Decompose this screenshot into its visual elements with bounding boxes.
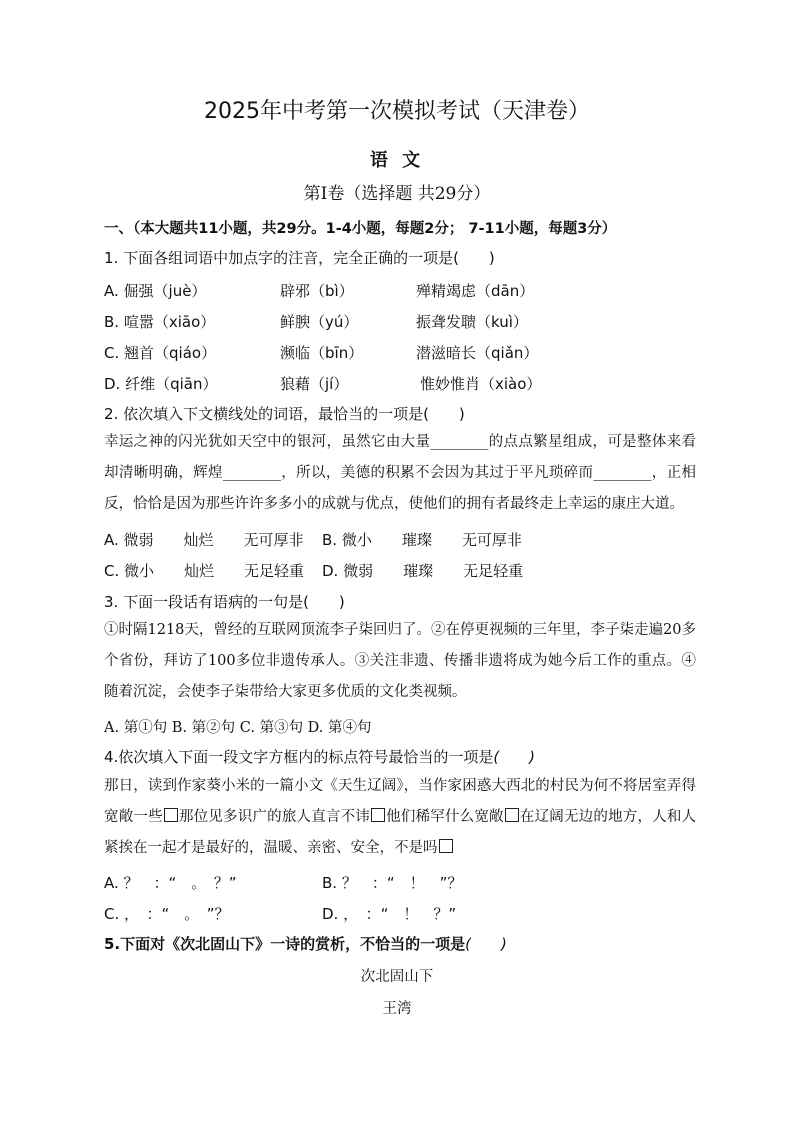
q1-option-b-1: B. 喧嚣（xiāo） [104, 313, 216, 331]
punctuation-box-2 [371, 808, 385, 822]
q2-option-c: C. 微小 灿烂 无足轻重 [104, 562, 305, 580]
q4-passage-part-4: 在辽阔无边的地方，人和人紧挨在一起才是最好的，温暖、亲密、安全，不是吗 [104, 809, 697, 856]
q1-option-c-2: 濒临（bīn） [280, 344, 364, 362]
q1-option-a-3: 殚精竭虑（dān） [416, 282, 535, 300]
q4-stem-text: 4.依次填入下面一段文字方框内的标点符号最恰当的一项是 [104, 748, 494, 766]
q2-option-a: A. 微弱 灿烂 无可厚非 [104, 531, 304, 549]
subject-label: 语 文 [369, 150, 425, 171]
q1-option-c-1: C. 翘首（qiáo） [104, 344, 217, 362]
poem-author: 王湾 [382, 1001, 412, 1017]
q1-option-a-2: 辟邪（bì） [280, 282, 354, 300]
question-3-passage: ①时隔1218天，曾经的互联网顶流李子柒回归了。②在停更视频的三年里，李子柒走遍20多个省份，拜访了100多位非遗传承人。③关注非遗、传播非遗将成为她今后工作的重点。④随着沉淀，会使李子柒带给大家更多优质的文化类视频。 [104, 622, 696, 700]
q1-option-d-3: 惟妙惟肖（xiào） [420, 375, 542, 393]
question-2-passage: 幸运之神的闪光犹如天空中的银河，虽然它由大量________的点点繁星组成，可是整体来看却清晰明确，辉煌________，所以，美德的积累不会因为其过于平凡琐碎而________，正相反，恰恰是因为那些许许多多小的成就与优点，使他们的拥有者最终走上幸运的康庄大道。 [104, 434, 696, 512]
q4-option-a: A. ？ ：“ 。 ？” [104, 874, 237, 892]
q5-answer-paren: ( ) [465, 935, 507, 953]
question-3-stem: 3. 下面一段话有语病的一句是( ) [104, 593, 345, 611]
q1-option-b-3: 振聋发聩（kuì） [416, 313, 528, 331]
punctuation-box-3 [505, 808, 519, 822]
q1-option-d-1: D. 纤维（qiān） [104, 375, 218, 393]
exam-title: 2025年中考第一次模拟考试（天津卷） [204, 99, 590, 124]
q4-option-d: D. ， ：“ ！ ？” [322, 905, 457, 923]
section-heading: 一、（本大题共11小题，共29分。1-4小题，每题2分； 7-11小题，每题3分） [104, 221, 617, 237]
question-1-stem: 1. 下面各组词语中加点字的注音，完全正确的一项是( ) [104, 249, 495, 267]
question-4-stem [104, 746, 535, 767]
question-4-passage [104, 771, 696, 864]
q1-option-a-1: A. 倔强（juè） [104, 282, 207, 300]
question-2-stem: 2. 依次填入下文横线处的词语，最恰当的一项是( ) [104, 405, 465, 423]
q4-option-b: B. ？ ：“ ！ ”？ [322, 874, 463, 892]
q4-passage-part-2: 那位见多识广的旅人直言不讳 [178, 809, 370, 825]
punctuation-box-4 [439, 839, 453, 853]
q5-stem-text: 5.下面对《次北固山下》一诗的赏析，不恰当的一项是 [104, 935, 466, 953]
q2-option-d: D. 微弱 璀璨 无足轻重 [322, 562, 524, 580]
q1-option-d-2: 狼藉（jí） [280, 375, 349, 393]
q4-passage-part-3: 他们稀罕什么宽敞 [385, 809, 504, 825]
q2-option-b: B. 微小 璀璨 无可厚非 [322, 531, 522, 549]
poem-title: 次北固山下 [360, 969, 434, 985]
question-5-stem [104, 933, 507, 954]
q1-option-b-2: 鲜腴（yú） [280, 313, 359, 331]
q1-option-c-3: 潜滋暗长（qiǎn） [416, 344, 539, 362]
q4-answer-paren: ( ) [493, 748, 536, 766]
q4-passage-part-1: 那日，读到作家葵小米的一篇小文《天生辽阔》，当作家困惑大西北的村民为何不将居室弄得宽敞一些 [104, 778, 696, 825]
punctuation-box-1 [164, 808, 178, 822]
volume-heading: 第Ⅰ卷（选择题 共29分） [303, 184, 491, 204]
q4-option-c: C. ， ：“ 。 ”？ [104, 905, 230, 923]
q3-options: A. 第①句 B. 第②句 C. 第③句 D. 第④句 [104, 720, 372, 736]
